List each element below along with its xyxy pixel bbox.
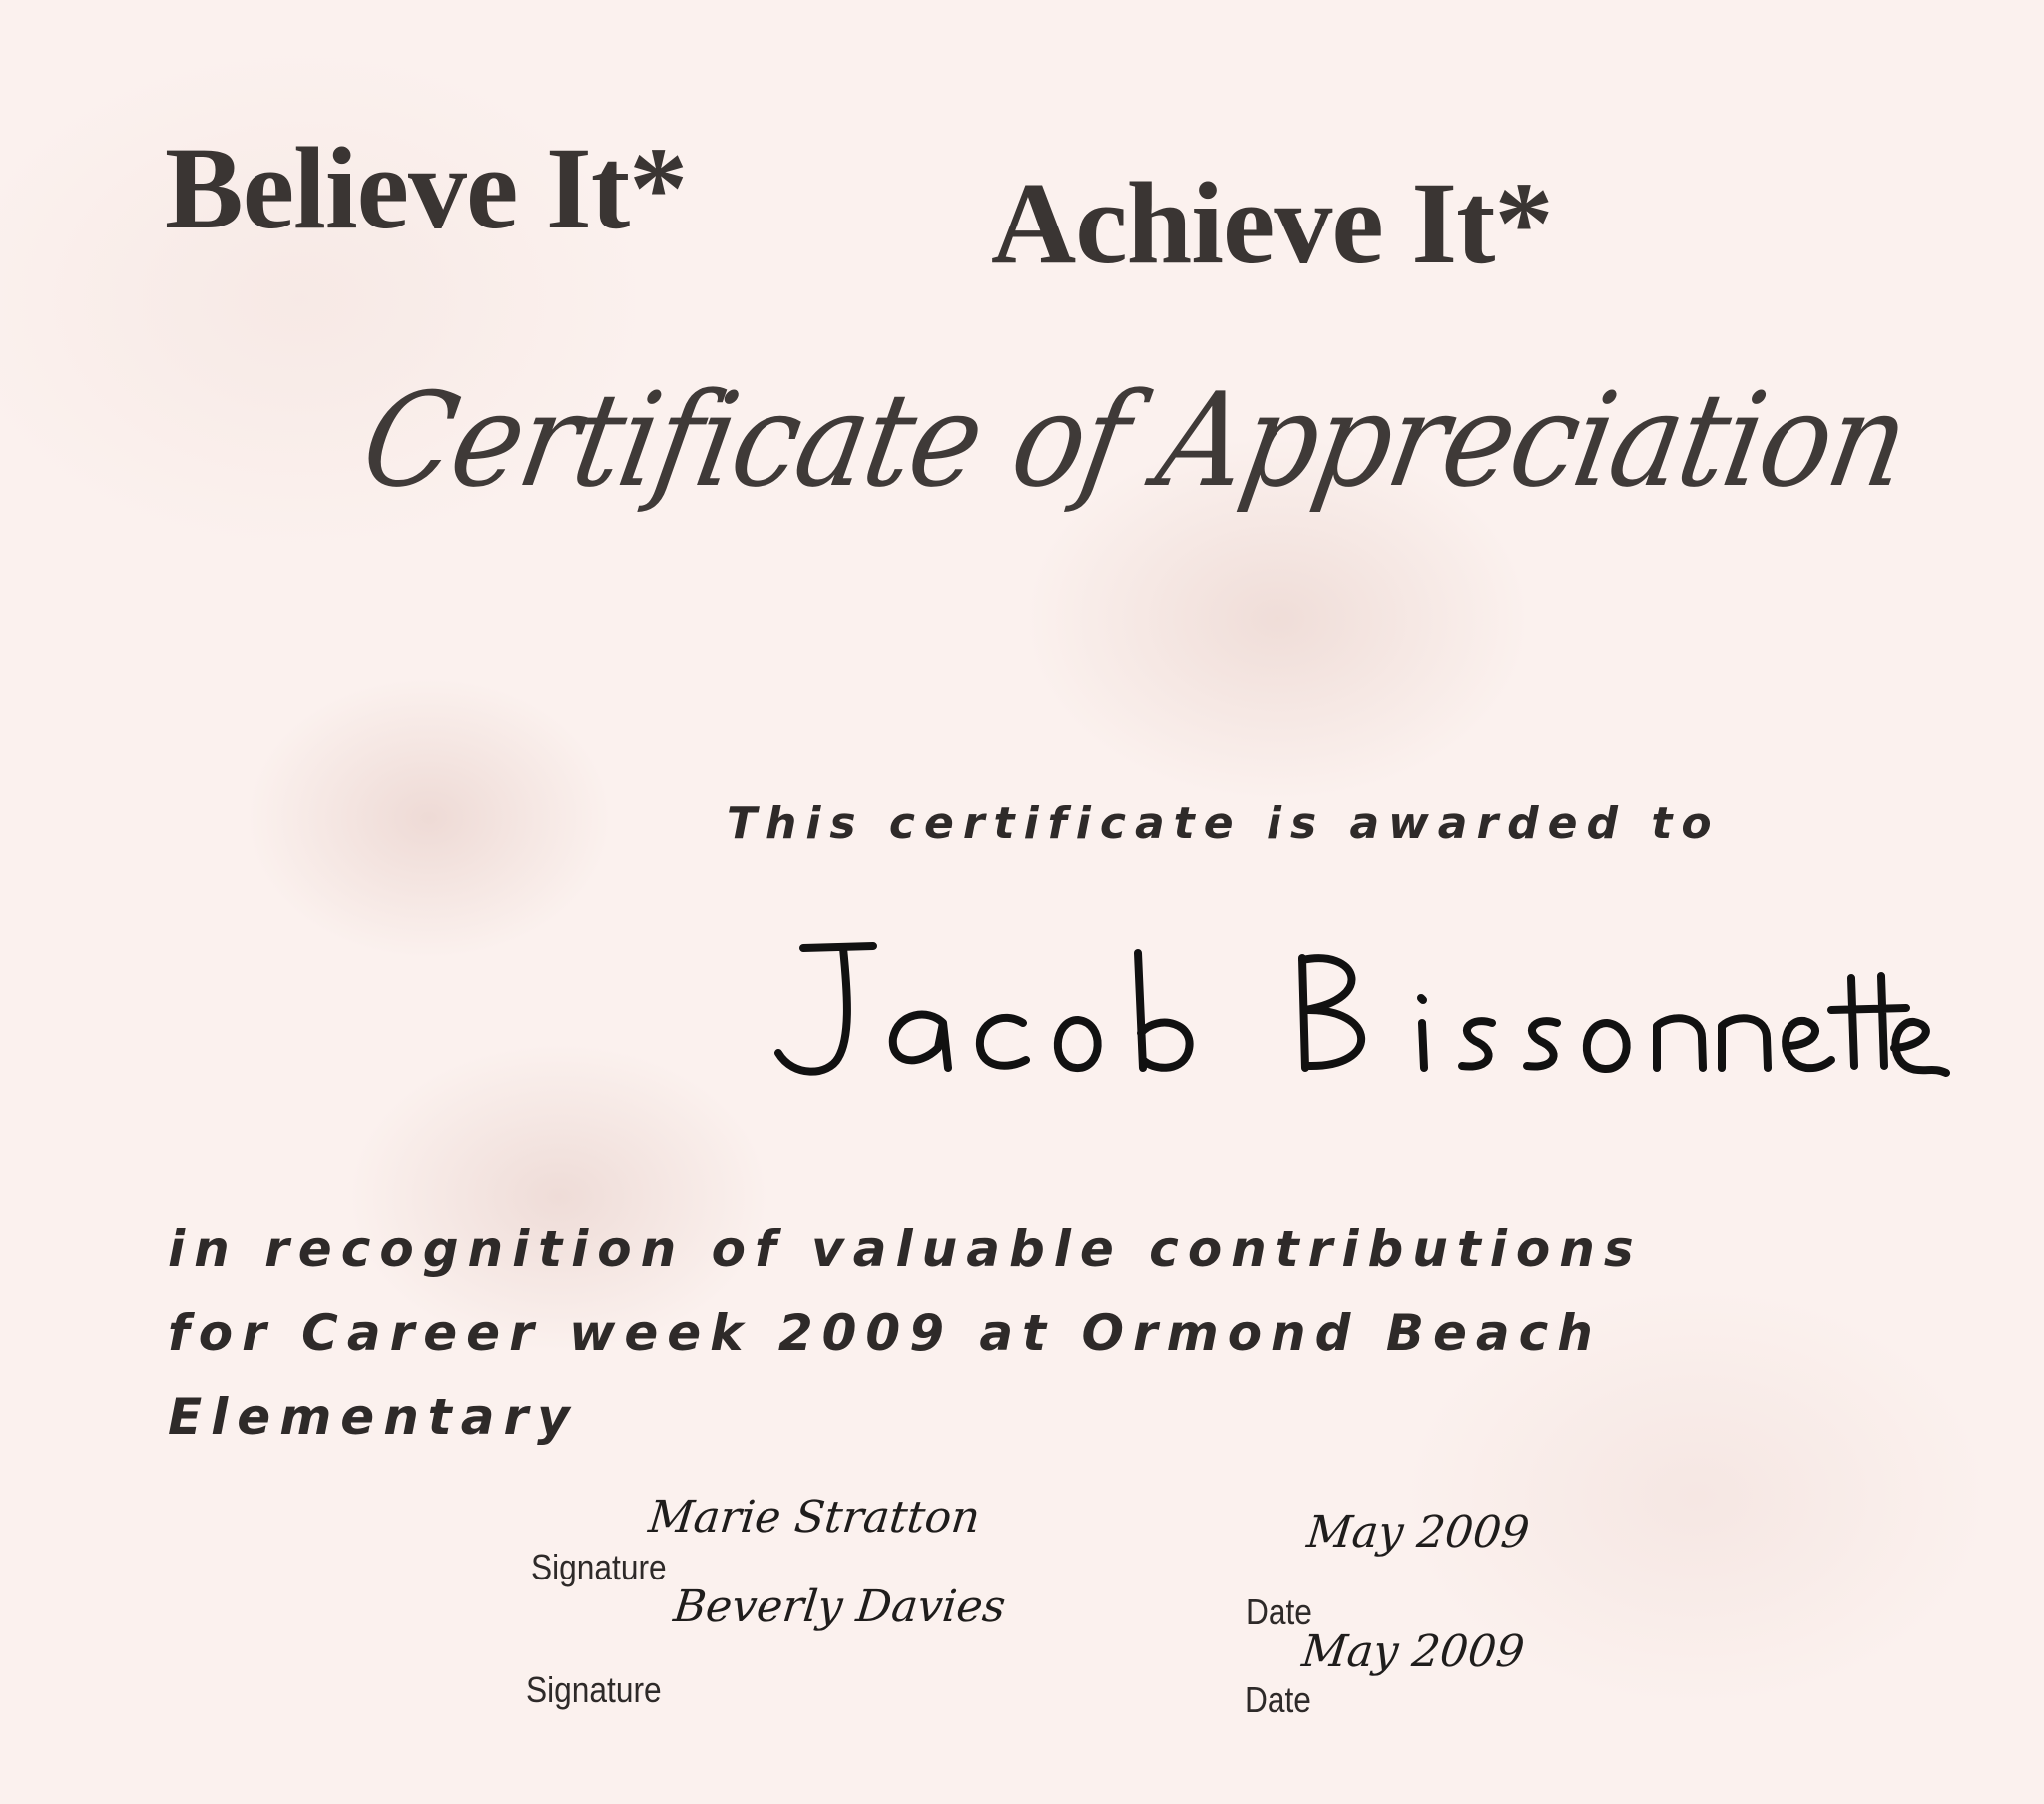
signature-1-label: Signature bbox=[531, 1547, 667, 1587]
recipient-name bbox=[759, 928, 1936, 1098]
date-2-label: Date bbox=[1245, 1679, 1311, 1720]
signature-2-label: Signature bbox=[526, 1669, 662, 1710]
date-1-label: Date bbox=[1246, 1591, 1312, 1632]
awarded-to-line: This certificate is awarded to bbox=[727, 798, 1721, 849]
signature-1-date: May 2009 bbox=[1304, 1507, 1532, 1558]
recognition-text bbox=[168, 1207, 1765, 1459]
recognition-line-1: in recognition of valuable contributions bbox=[168, 1220, 1643, 1278]
recognition-line-3: Elementary bbox=[168, 1388, 579, 1446]
signature-2-date: May 2009 bbox=[1299, 1626, 1527, 1677]
signature-2-name: Beverly Davies bbox=[671, 1581, 1008, 1632]
recipient-name-handwriting bbox=[759, 928, 1936, 1098]
certificate-title: Certificate of Appreciation bbox=[352, 364, 1918, 516]
heading-believe-it: Believe It* bbox=[165, 123, 688, 253]
recognition-line-2: for Career week 2009 at Ormond Beach bbox=[168, 1304, 1602, 1362]
heading-achieve-it: Achieve It* bbox=[991, 158, 1553, 288]
signature-1-name: Marie Stratton bbox=[646, 1492, 983, 1543]
